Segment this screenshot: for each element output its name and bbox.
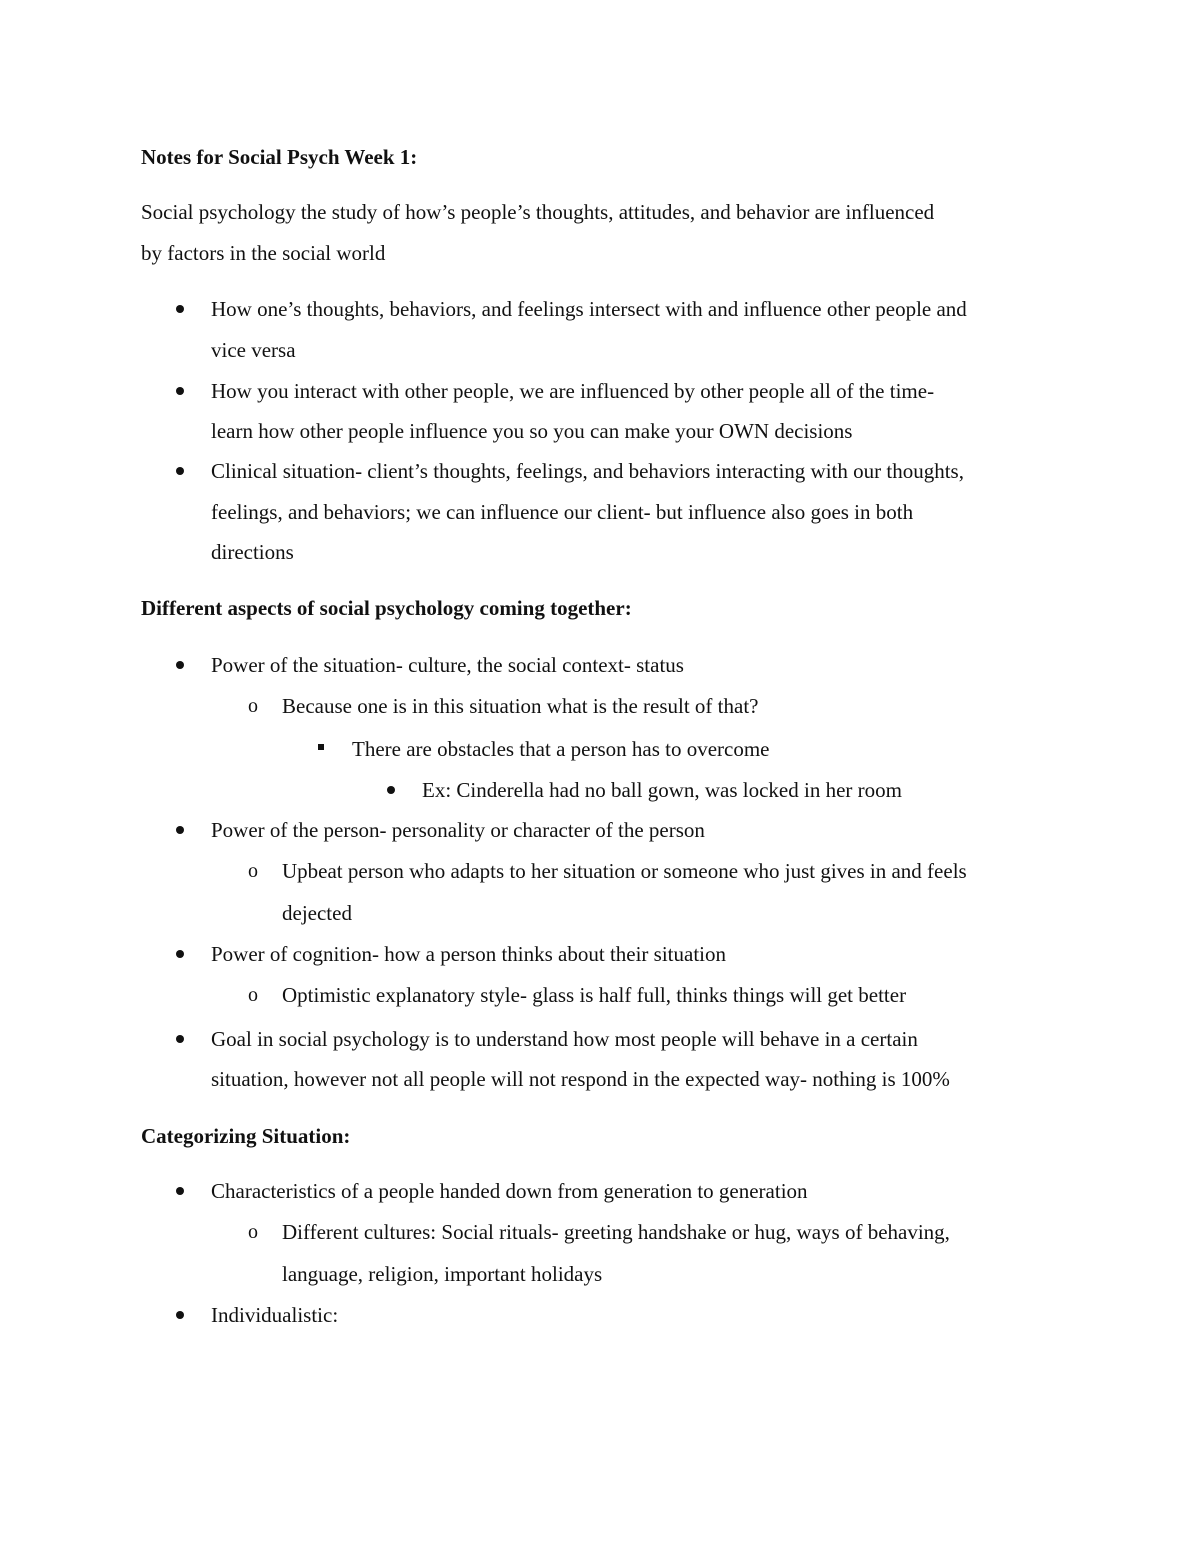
list-item-line: Characteristics of a people handed down from generation to generation [211,1179,808,1203]
list-item-line: situation, however not all people will not respond in the expected way- nothing is 100% [211,1067,950,1091]
list-item-line: Power of the situation- culture, the social context- status [211,653,684,677]
intro-line-1: Social psychology the study of how’s people’s thoughts, attitudes, and behavior are influenced [141,200,935,224]
bullet-disc-icon [176,950,184,958]
list-item-line: Individualistic: [211,1303,339,1327]
list-item-line: vice versa [211,338,296,362]
bullet-circle-icon: o [248,860,258,882]
document-title: Notes for Social Psych Week 1: [141,145,418,169]
list-item-line: Because one is in this situation what is the result of that? [282,694,759,718]
bullet-square-icon [318,744,324,750]
list-item-line: Clinical situation- client’s thoughts, feelings, and behaviors interacting with our thoughts, [211,459,964,483]
list-item-line: There are obstacles that a person has to overcome [352,737,770,761]
list-item-line: Different cultures: Social rituals- greeting handshake or hug, ways of behaving, [282,1220,950,1244]
bullet-disc-icon [176,387,184,395]
list-item-line: Power of the person- personality or character of the person [211,818,705,842]
list-item-line: directions [211,540,294,564]
list-item-line: Ex: Cinderella had no ball gown, was locked in her room [422,778,902,802]
bullet-disc-icon [176,1311,184,1319]
bullet-disc-icon [176,1035,184,1043]
list-item-line: Goal in social psychology is to understand how most people will behave in a certain [211,1027,918,1051]
intro-line-2: by factors in the social world [141,241,386,265]
list-item-line: Upbeat person who adapts to her situation or someone who just gives in and feels [282,859,967,883]
list-item-line: How one’s thoughts, behaviors, and feelings intersect with and influence other people and [211,297,967,321]
list-item-line: Power of cognition- how a person thinks about their situation [211,942,727,966]
bullet-disc-icon [176,826,184,834]
list-item-line: learn how other people influence you so you can make your OWN decisions [211,419,853,443]
bullet-circle-icon: o [248,1221,258,1243]
bullet-disc-icon [176,1187,184,1195]
bullet-disc-icon [387,786,395,794]
bullet-disc-icon [176,467,184,475]
section-heading: Different aspects of social psychology coming together: [141,596,632,620]
bullet-disc-icon [176,305,184,313]
bullet-circle-icon: o [248,695,258,717]
list-item-line: Optimistic explanatory style- glass is half full, thinks things will get better [282,983,907,1007]
list-item-line: language, religion, important holidays [282,1262,603,1286]
list-item-line: feelings, and behaviors; we can influence our client- but influence also goes in both [211,500,914,524]
section-heading: Categorizing Situation: [141,1124,351,1148]
list-item-line: dejected [282,901,352,925]
bullet-circle-icon: o [248,984,258,1006]
bullet-disc-icon [176,661,184,669]
list-item-line: How you interact with other people, we are influenced by other people all of the time- [211,379,935,403]
